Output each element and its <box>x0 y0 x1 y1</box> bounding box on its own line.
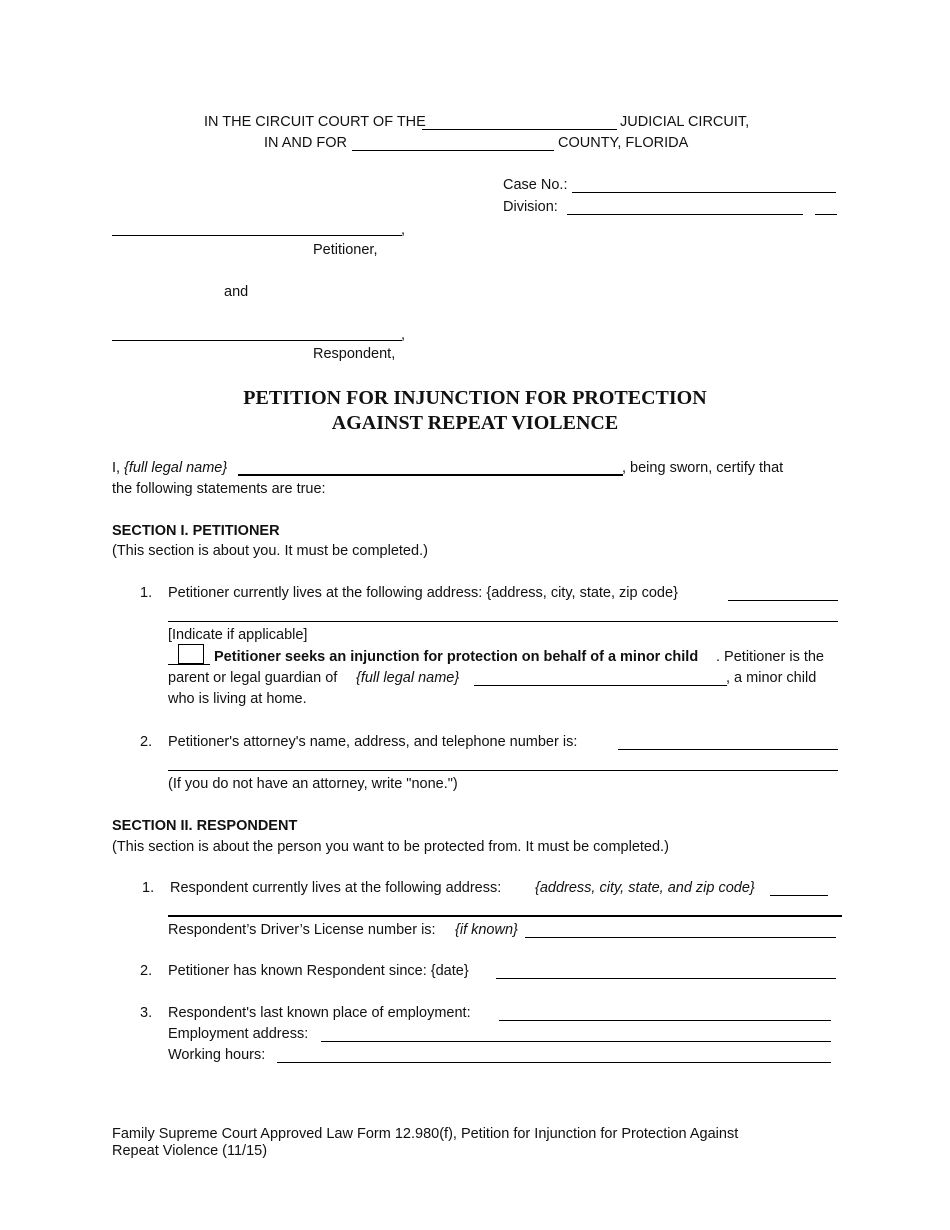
known-since-label: Petitioner has known Respondent since: {date} <box>168 963 469 979</box>
guardian-name-hint: {full legal name} <box>356 670 460 686</box>
county-line-label: IN AND FOR <box>264 135 347 151</box>
section1-heading: SECTION I. PETITIONER <box>112 523 280 539</box>
footer-line2: Repeat Violence (11/15) <box>112 1143 268 1159</box>
division-field[interactable] <box>567 214 803 215</box>
court-line-label: IN THE CIRCUIT COURT OF THE <box>204 114 426 130</box>
item-number: 1. <box>140 585 153 601</box>
county-florida-label: COUNTY, FLORIDA <box>558 135 689 151</box>
petitioner-name-field[interactable] <box>112 235 402 236</box>
employment-label: Respondent's last known place of employment: <box>168 1005 471 1021</box>
respondent-label: Respondent, <box>313 346 396 362</box>
item-number: 2. <box>140 734 153 750</box>
section2-heading: SECTION II. RESPONDENT <box>112 818 298 834</box>
drivers-license-field[interactable] <box>525 937 836 938</box>
employment-address-label: Employment address: <box>168 1026 309 1042</box>
respondent-name-field[interactable] <box>112 340 402 341</box>
item-number: 3. <box>140 1005 153 1021</box>
employment-address-field[interactable] <box>321 1041 831 1042</box>
guardian-label: parent or legal guardian of <box>168 670 338 686</box>
item-number: 2. <box>140 963 153 979</box>
attorney-label: Petitioner's attorney's name, address, and telephone number is: <box>168 734 578 750</box>
division-label: Division: <box>503 199 558 215</box>
checkbox-underline <box>168 664 210 665</box>
respondent-address-label: Respondent currently lives at the following address: <box>170 880 502 896</box>
item-number: 1. <box>142 880 155 896</box>
respondent-address-field-line2[interactable] <box>168 915 842 917</box>
attorney-field[interactable] <box>618 749 838 750</box>
indicate-label: [Indicate if applicable] <box>168 627 308 643</box>
oath-suffix: , being sworn, certify that <box>622 460 784 476</box>
minor-child-statement-rest: . Petitioner is the <box>716 649 824 665</box>
footer-line1: Family Supreme Court Approved Law Form 12.980(f), Petition for Injunction for Protection Against <box>112 1126 739 1142</box>
oath-prefix: I, <box>112 460 121 476</box>
county-blank[interactable] <box>352 150 554 151</box>
petitioner-address-field-line2[interactable] <box>168 621 838 622</box>
drivers-license-hint: {if known} <box>455 922 518 938</box>
oath-line2: the following statements are true: <box>112 481 326 497</box>
petitioner-address-field[interactable] <box>728 600 838 601</box>
employment-field[interactable] <box>499 1020 831 1021</box>
comma: , <box>401 222 406 238</box>
full-legal-name-field[interactable] <box>238 474 623 476</box>
petitioner-address-label: Petitioner currently lives at the following address: {address, city, state, zip code} <box>168 585 678 601</box>
circuit-blank[interactable] <box>422 129 617 130</box>
section2-subheading: (This section is about the person you want to be protected from. It must be completed.) <box>112 839 669 855</box>
case-no-label: Case No.: <box>503 177 568 193</box>
form-title-line1: PETITION FOR INJUNCTION FOR PROTECTION <box>243 387 707 409</box>
known-since-field[interactable] <box>496 978 836 979</box>
judicial-circuit-label: JUDICIAL CIRCUIT, <box>620 114 750 130</box>
minor-child-statement: Petitioner seeks an injunction for protection on behalf of a minor child <box>214 649 699 665</box>
division-field-extra[interactable] <box>815 214 837 215</box>
petitioner-label: Petitioner, <box>313 242 378 258</box>
drivers-license-label: Respondent’s Driver’s License number is: <box>168 922 436 938</box>
attorney-note: (If you do not have an attorney, write "none.") <box>168 776 458 792</box>
minor-child-label: , a minor child <box>726 670 817 686</box>
minor-child-checkbox[interactable] <box>178 644 204 664</box>
respondent-address-field[interactable] <box>770 895 828 896</box>
working-hours-field[interactable] <box>277 1062 831 1063</box>
respondent-address-hint: {address, city, state, and zip code} <box>535 880 755 896</box>
case-no-field[interactable] <box>572 192 836 193</box>
minor-child-name-field[interactable] <box>474 685 727 686</box>
form-title-line2: AGAINST REPEAT VIOLENCE <box>331 412 619 434</box>
and-label: and <box>224 284 249 300</box>
attorney-field-line2[interactable] <box>168 770 838 771</box>
section1-subheading: (This section is about you. It must be completed.) <box>112 543 428 559</box>
working-hours-label: Working hours: <box>168 1047 266 1063</box>
living-at-home-label: who is living at home. <box>168 691 307 707</box>
oath-name-hint: {full legal name} <box>124 460 228 476</box>
comma: , <box>401 327 406 343</box>
